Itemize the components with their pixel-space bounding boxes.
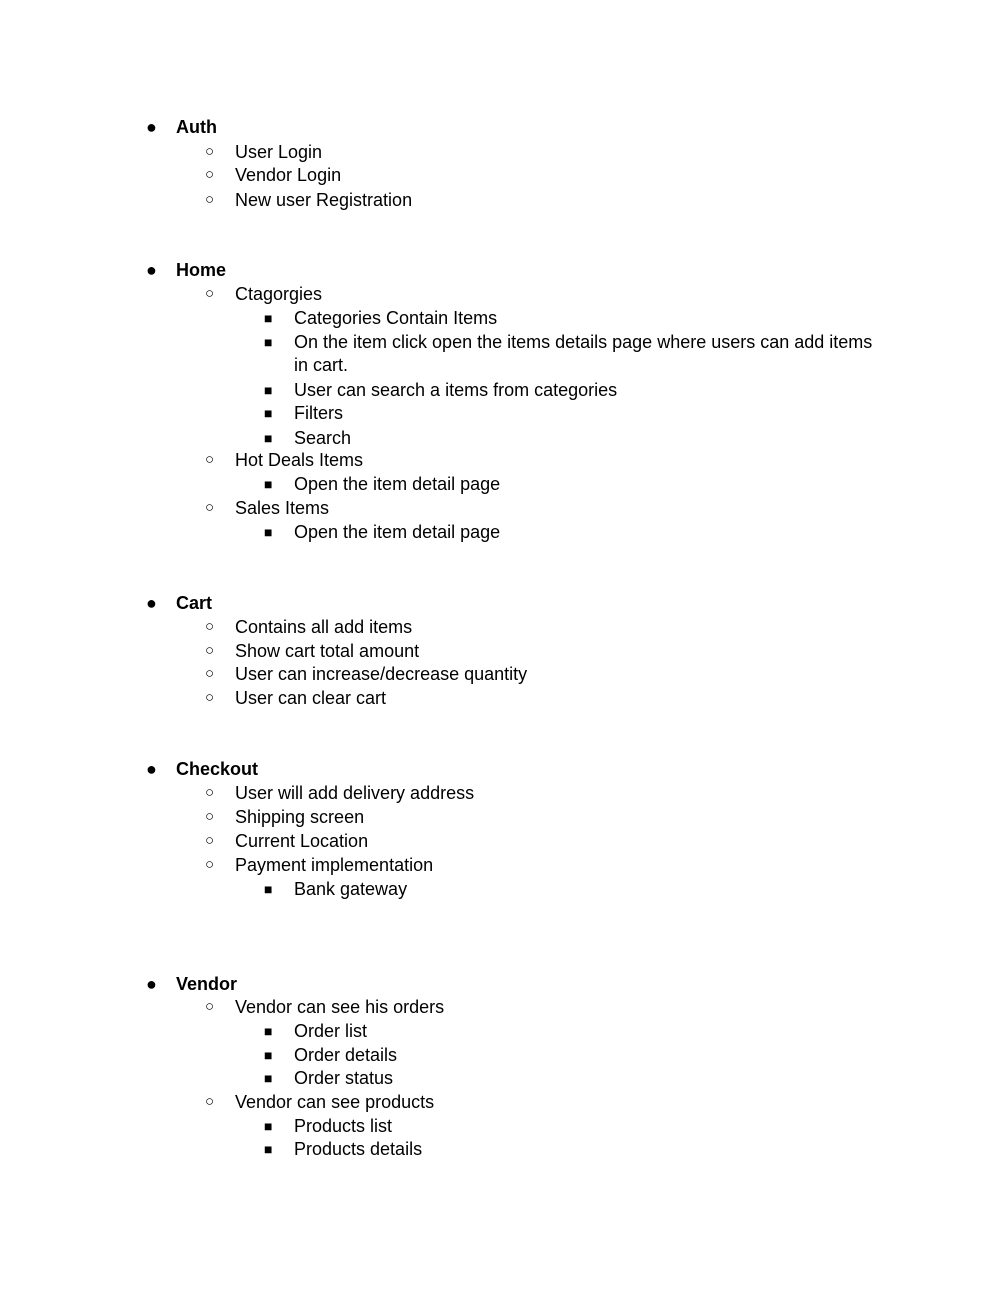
sub-list-item: Search <box>294 428 352 448</box>
section-title-auth: Auth <box>176 117 217 137</box>
bullet-icon: ● <box>146 593 157 613</box>
square-bullet-icon: ■ <box>264 476 273 492</box>
square-bullet-icon: ■ <box>264 405 273 421</box>
list-item: User can increase/decrease quantity <box>235 664 528 684</box>
circle-bullet-icon: ○ <box>205 1093 215 1110</box>
list-item: Current Location <box>235 831 369 851</box>
sub-list-item: Order list <box>294 1021 368 1041</box>
list-item: Vendor can see products <box>235 1092 435 1112</box>
list-item: Show cart total amount <box>235 641 420 661</box>
bullet-icon: ● <box>146 260 157 280</box>
circle-bullet-icon: ○ <box>205 451 215 468</box>
circle-bullet-icon: ○ <box>205 784 215 801</box>
list-item: Hot Deals Items <box>235 450 364 470</box>
circle-bullet-icon: ○ <box>205 143 215 160</box>
list-item: User Login <box>235 142 323 162</box>
square-bullet-icon: ■ <box>264 1070 273 1086</box>
bullet-icon: ● <box>146 974 157 994</box>
circle-bullet-icon: ○ <box>205 832 215 849</box>
section-title-cart: Cart <box>176 593 213 613</box>
circle-bullet-icon: ○ <box>205 642 215 659</box>
square-bullet-icon: ■ <box>264 310 273 326</box>
square-bullet-icon: ■ <box>264 1047 273 1063</box>
square-bullet-icon: ■ <box>264 382 273 398</box>
circle-bullet-icon: ○ <box>205 499 215 516</box>
circle-bullet-icon: ○ <box>205 808 215 825</box>
sub-list-item: Products details <box>294 1139 423 1159</box>
list-item: Payment implementation <box>235 855 434 875</box>
square-bullet-icon: ■ <box>264 334 273 350</box>
circle-bullet-icon: ○ <box>205 285 215 302</box>
list-item: Vendor Login <box>235 165 342 185</box>
bullet-icon: ● <box>146 117 157 137</box>
circle-bullet-icon: ○ <box>205 998 215 1015</box>
square-bullet-icon: ■ <box>264 881 273 897</box>
list-item: Shipping screen <box>235 807 365 827</box>
sub-list-item: Open the item detail page <box>294 522 501 542</box>
sub-list-item: Products list <box>294 1116 393 1136</box>
section-title-vendor: Vendor <box>176 974 238 994</box>
bullet-icon: ● <box>146 759 157 779</box>
list-item: Contains all add items <box>235 617 413 637</box>
sub-list-item: Bank gateway <box>294 879 408 899</box>
square-bullet-icon: ■ <box>264 1023 273 1039</box>
square-bullet-icon: ■ <box>264 1141 273 1157</box>
section-title-home: Home <box>176 260 227 280</box>
circle-bullet-icon: ○ <box>205 689 215 706</box>
square-bullet-icon: ■ <box>264 1118 273 1134</box>
square-bullet-icon: ■ <box>264 524 273 540</box>
list-item: User can clear cart <box>235 688 387 708</box>
list-item: Sales Items <box>235 498 330 518</box>
list-item: New user Registration <box>235 190 413 210</box>
sub-list-item: On the item click open the items details page where users can add items in cart. <box>294 332 873 375</box>
sub-list-item: Categories Contain Items <box>294 308 498 328</box>
circle-bullet-icon: ○ <box>205 191 215 208</box>
list-item: Ctagorgies <box>235 284 323 304</box>
list-item: User will add delivery address <box>235 783 475 803</box>
square-bullet-icon: ■ <box>264 430 273 446</box>
list-item: Vendor can see his orders <box>235 997 445 1017</box>
section-title-checkout: Checkout <box>176 759 259 779</box>
circle-bullet-icon: ○ <box>205 618 215 635</box>
sub-list-item: Filters <box>294 403 343 423</box>
circle-bullet-icon: ○ <box>205 856 215 873</box>
circle-bullet-icon: ○ <box>205 166 215 183</box>
sub-list-item: User can search a items from categories <box>294 380 618 400</box>
sub-list-item: Order status <box>294 1068 394 1088</box>
sub-list-item: Order details <box>294 1045 398 1065</box>
sub-list-item: Open the item detail page <box>294 474 501 494</box>
circle-bullet-icon: ○ <box>205 665 215 682</box>
